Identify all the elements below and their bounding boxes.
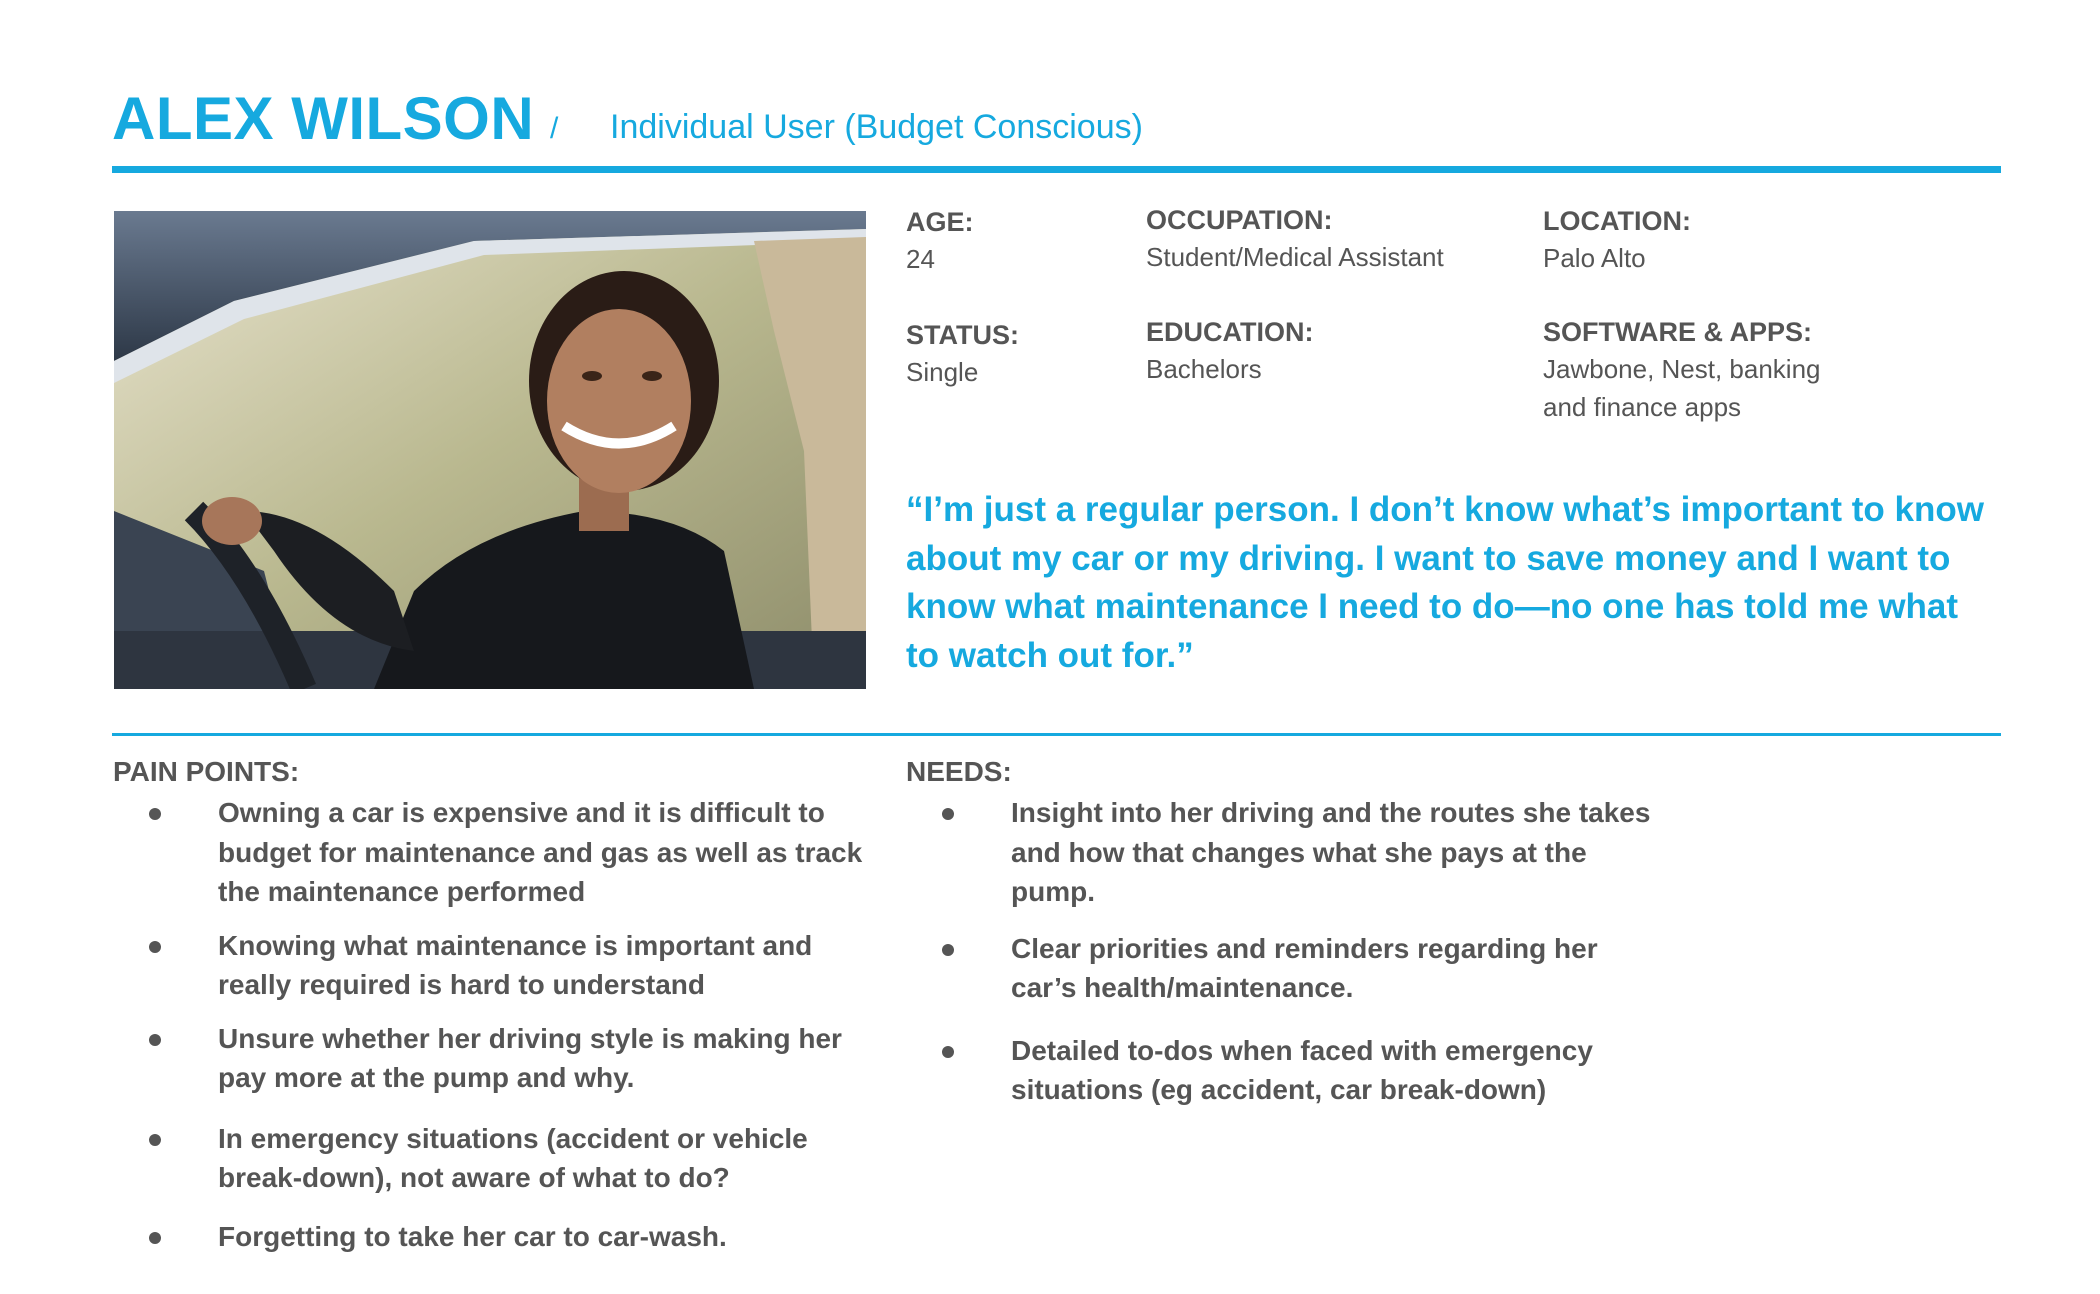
software-label: SOFTWARE & APPS: (1543, 317, 1813, 347)
header-divider (112, 166, 2001, 173)
education-label: EDUCATION: (1146, 317, 1314, 347)
bullet-icon (149, 1034, 161, 1046)
bullet-icon (942, 944, 954, 956)
persona-subtitle: Individual User (Budget Conscious) (610, 108, 1143, 146)
software-value-line1: Jawbone, Nest, banking (1543, 354, 1821, 384)
pain-points-list (113, 793, 883, 1256)
list-item: Unsure whether her driving style is making her pay more at the pump and why. (113, 1019, 883, 1098)
software-field (1543, 314, 1821, 426)
location-field (1543, 203, 1691, 277)
location-label: LOCATION: (1543, 206, 1691, 236)
bullet-icon (942, 1046, 954, 1058)
bullet-icon (942, 808, 954, 820)
needs-list (906, 793, 1666, 1110)
age-value: 24 (906, 244, 935, 274)
header-separator: / (550, 112, 559, 145)
list-item: In emergency situations (accident or vehicle break-down), not aware of what to do? (113, 1119, 883, 1198)
occupation-field (1146, 202, 1444, 276)
section-divider (112, 733, 2001, 736)
needs-title: NEEDS: (906, 756, 1012, 787)
education-field (1146, 314, 1313, 388)
education-value: Bachelors (1146, 354, 1262, 384)
list-item: Insight into her driving and the routes she takes and how that changes what she pays at the pump. (906, 793, 1666, 912)
location-value: Palo Alto (1543, 243, 1646, 273)
persona-photo (114, 211, 866, 689)
age-field (906, 204, 974, 278)
pain-points-title: PAIN POINTS: (113, 756, 300, 787)
list-item: Owning a car is expensive and it is difficult to budget for maintenance and gas as well as track the maintenance performed (113, 793, 883, 912)
occupation-value: Student/Medical Assistant (1146, 242, 1444, 272)
person-photo-icon (114, 211, 866, 689)
persona-name: ALEX WILSON (112, 85, 535, 152)
occupation-label: OCCUPATION: (1146, 205, 1333, 235)
list-item: Knowing what maintenance is important and really required is hard to understand (113, 926, 883, 1005)
status-label: STATUS: (906, 320, 1019, 350)
bullet-icon (149, 941, 161, 953)
status-value: Single (906, 357, 979, 387)
bullet-icon (149, 1232, 161, 1244)
persona-header (112, 84, 1143, 153)
list-item: Detailed to-dos when faced with emergency situations (eg accident, car break-down) (906, 1031, 1666, 1110)
age-label: AGE: (906, 207, 974, 237)
list-item: Clear priorities and reminders regarding her car’s health/maintenance. (906, 929, 1666, 1008)
bullet-icon (149, 808, 161, 820)
list-item: Forgetting to take her car to car-wash. (113, 1217, 883, 1257)
persona-quote: “I’m just a regular person. I don’t know what’s important to know about my car or my driving. I want to save money and I want to know what maintenance I need to do—no one has told me what to watch out for.” (906, 490, 1984, 675)
status-field (906, 317, 1019, 391)
bullet-icon (149, 1134, 161, 1146)
software-value-line2: and finance apps (1543, 392, 1742, 422)
